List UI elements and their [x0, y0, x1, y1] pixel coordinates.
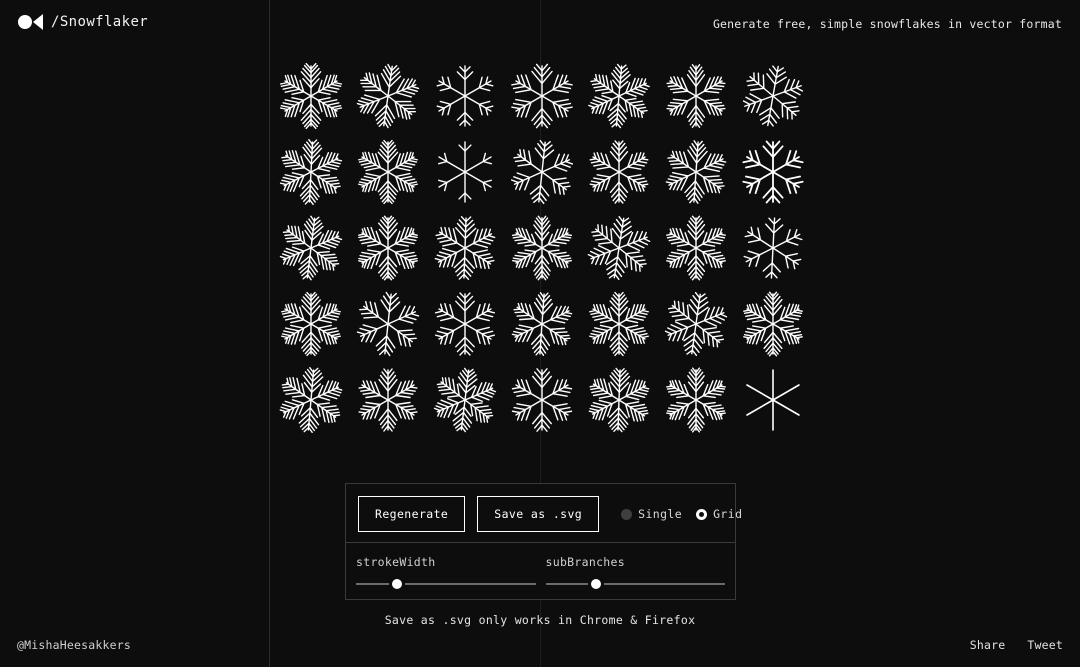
radio-grid-icon[interactable]: [696, 509, 707, 520]
snowflake-svg: [505, 135, 579, 209]
snowflake-item[interactable]: [581, 210, 658, 286]
radio-single-icon[interactable]: [621, 509, 632, 520]
stroke-width-slider-block: [356, 555, 536, 585]
snowflake-item[interactable]: [272, 362, 349, 438]
snowflake-svg: [659, 211, 733, 285]
sub-branches-slider[interactable]: [546, 583, 726, 585]
snowflake-svg: [428, 363, 502, 437]
snowflake-svg: [505, 211, 579, 285]
sub-branches-slider-block: [546, 555, 726, 585]
snowflake-svg: [505, 287, 579, 361]
snowflake-item[interactable]: [658, 362, 735, 438]
snowflake-item[interactable]: [581, 286, 658, 362]
snowflake-item[interactable]: [735, 134, 812, 210]
footer-links: [970, 638, 1063, 652]
snowflake-item[interactable]: [349, 362, 426, 438]
snowflake-item[interactable]: [503, 362, 580, 438]
circle-caret-icon: [18, 14, 43, 30]
snowflake-item[interactable]: [349, 134, 426, 210]
page-title: /Snowflaker: [51, 14, 149, 30]
snowflake-svg: [274, 287, 348, 361]
snowflake-item[interactable]: [272, 210, 349, 286]
tweet-link[interactable]: Tweet: [1027, 638, 1063, 652]
snowflake-svg: [351, 211, 425, 285]
snowflake-svg: [274, 363, 348, 437]
mode-option-single-label: Single: [638, 507, 683, 521]
save-svg-button[interactable]: Save as .svg: [477, 496, 599, 532]
snowflake-svg: [274, 135, 348, 209]
snowflake-svg: [428, 135, 502, 209]
regenerate-button[interactable]: Regenerate: [358, 496, 465, 532]
snowflake-item[interactable]: [349, 210, 426, 286]
snowflake-svg: [736, 211, 810, 285]
snowflake-svg: [274, 59, 348, 133]
snowflake-svg: [505, 59, 579, 133]
snowflake-svg: [351, 287, 425, 361]
snowflake-svg: [736, 287, 810, 361]
share-link[interactable]: Share: [969, 638, 1006, 652]
snowflake-svg: [582, 135, 656, 209]
snowflake-item[interactable]: [658, 286, 735, 362]
snowflake-item[interactable]: [581, 58, 658, 134]
snowflake-svg: [428, 59, 502, 133]
snowflake-item[interactable]: [349, 286, 426, 362]
snowflake-svg: [659, 363, 733, 437]
snowflake-svg: [659, 135, 733, 209]
snowflake-svg: [351, 363, 425, 437]
author-credit[interactable]: @MishaHeesakkers: [17, 638, 131, 652]
stroke-width-thumb[interactable]: [389, 576, 405, 592]
snowflake-svg: [582, 211, 656, 285]
snowflake-item[interactable]: [503, 210, 580, 286]
snowflake-item[interactable]: [426, 286, 503, 362]
save-note: Save as .svg only works in Chrome & Firefox: [384, 613, 696, 627]
sub-branches-label: subBranches: [545, 555, 625, 569]
snowflake-item[interactable]: [735, 210, 812, 286]
snowflake-svg: [736, 59, 810, 133]
snowflake-item[interactable]: [349, 58, 426, 134]
mode-option-single[interactable]: [621, 507, 682, 521]
snowflake-svg: [582, 363, 656, 437]
snowflake-item[interactable]: [503, 134, 580, 210]
snowflake-svg: [428, 287, 502, 361]
snowflake-item[interactable]: [658, 134, 735, 210]
sub-branches-thumb[interactable]: [588, 576, 604, 592]
snowflake-svg: [659, 287, 733, 361]
snowflake-svg: [505, 363, 579, 437]
snowflake-item[interactable]: [735, 286, 812, 362]
snowflake-item[interactable]: [503, 286, 580, 362]
snowflake-svg: [351, 59, 425, 133]
snowflake-item[interactable]: [426, 58, 503, 134]
left-divider: [269, 0, 270, 667]
snowflake-svg: [659, 59, 733, 133]
snowflake-item[interactable]: [581, 362, 658, 438]
snowflake-item[interactable]: [503, 58, 580, 134]
snowflake-svg: [736, 363, 810, 437]
snowflake-item[interactable]: [272, 286, 349, 362]
snowflake-item[interactable]: [426, 210, 503, 286]
snowflake-svg: [428, 211, 502, 285]
snowflake-svg: [274, 211, 348, 285]
logo[interactable]: [18, 14, 148, 30]
snowflake-item[interactable]: [426, 134, 503, 210]
snowflake-svg: [582, 59, 656, 133]
snowflake-item[interactable]: [658, 58, 735, 134]
snowflake-item[interactable]: [735, 362, 812, 438]
snowflake-grid: [272, 58, 812, 438]
snowflake-item[interactable]: [272, 58, 349, 134]
tagline: Generate free, simple snowflakes in vector format: [712, 17, 1062, 31]
snowflake-svg: [351, 135, 425, 209]
snowflake-svg: [736, 135, 810, 209]
snowflake-item[interactable]: [426, 362, 503, 438]
stroke-width-slider[interactable]: [356, 583, 536, 585]
snowflake-item[interactable]: [735, 58, 812, 134]
snowflake-item[interactable]: [658, 210, 735, 286]
stroke-width-label: strokeWidth: [356, 555, 436, 569]
mode-option-grid[interactable]: [696, 507, 742, 521]
mode-option-grid-label: Grid: [713, 507, 743, 521]
snowflake-item[interactable]: [272, 134, 349, 210]
controls-panel: [345, 483, 743, 600]
snowflake-svg: [582, 287, 656, 361]
snowflake-item[interactable]: [581, 134, 658, 210]
mode-radio-group: [621, 507, 742, 521]
